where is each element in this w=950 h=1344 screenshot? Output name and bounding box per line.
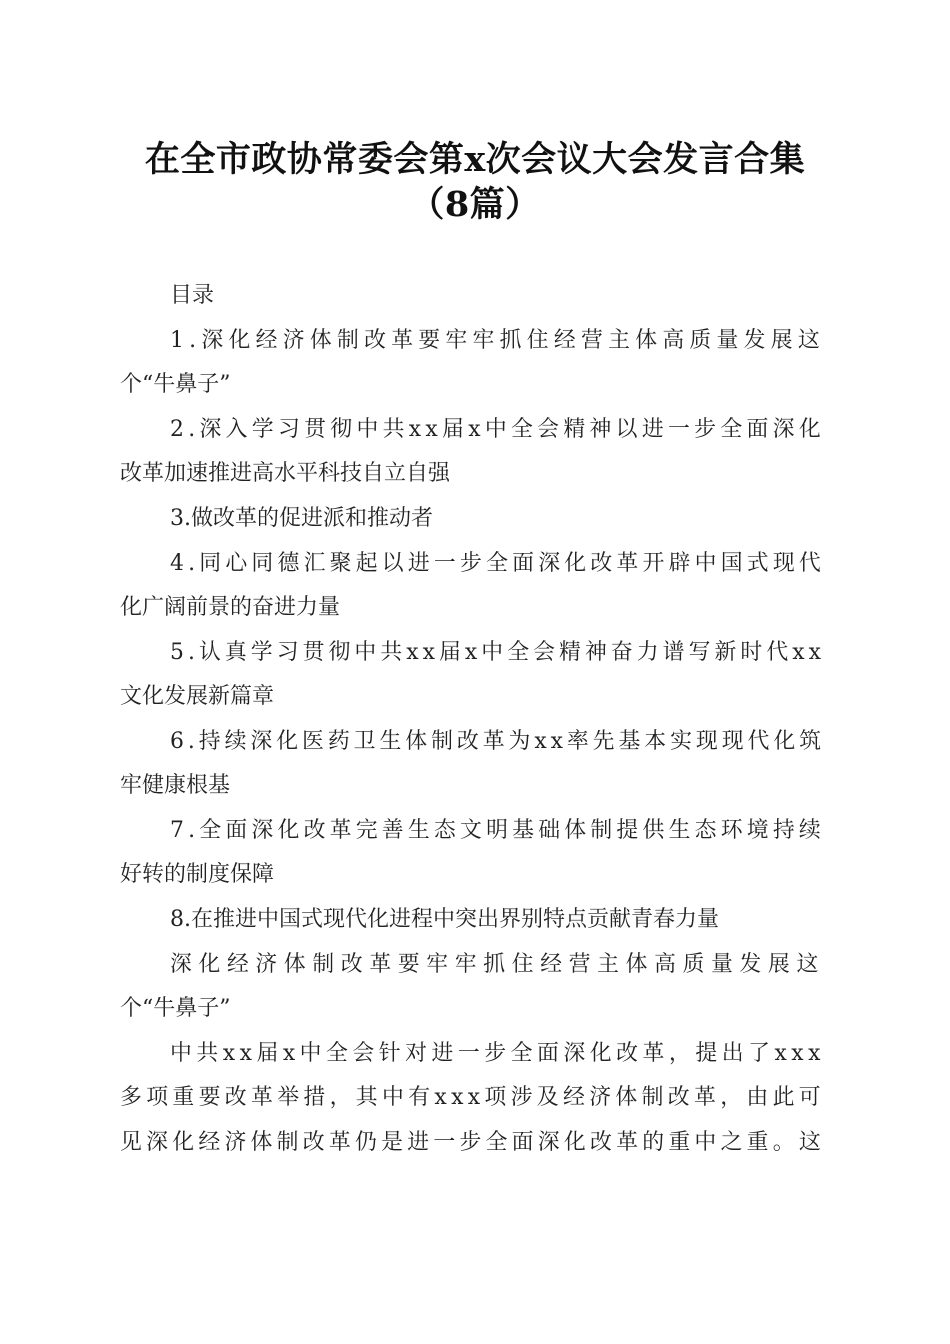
toc-item-2-line-1: 2.深入学习贯彻中共xx届x中全会精神以进一步全面深化 [170,417,825,442]
document-title-line-1 [110,138,840,182]
paragraph-line-1 [170,1032,825,1076]
toc-item-7-line-2: 好转的制度保障 [120,862,275,887]
document-body [120,274,825,1174]
paragraph-line-3 [120,1121,825,1165]
toc-item-7-line-1: 7.全面深化改革完善生态文明基础体制提供生态环境持续 [170,818,825,843]
document-title-line-2 [110,183,840,227]
toc-item-1-line-2: 个“牛鼻子” [120,372,231,397]
toc-item-4-line-1: 4.同心同德汇聚起以进一步全面深化改革开辟中国式现代 [170,551,825,576]
toc-item-6 [170,720,825,764]
toc-item-6-line-1: 6.持续深化医药卫生体制改革为xx率先基本实现现代化筑 [170,729,825,754]
toc-heading: 目录 [170,283,215,308]
section-heading [170,943,825,987]
paragraph-line-1-text: 中共xx届x中全会针对进一步全面深化改革，提出了xxx [170,1041,825,1066]
document-title-line-1-text: 在全市政协常委会第x次会议大会发言合集 [144,139,806,180]
section-heading-line-2: 个“牛鼻子” [120,996,231,1021]
toc-item-2-line-2: 改革加速推进高水平科技自立自强 [120,461,451,486]
document-title-line-2-text: （8篇） [409,184,541,225]
toc-item-4 [170,542,825,586]
toc-item-7 [170,809,825,853]
toc-item-6-line-2: 牢健康根基 [120,773,231,798]
toc-item-5-line-2: 文化发展新篇章 [120,684,275,709]
toc-item-5 [170,631,825,675]
paragraph-line-3-text: 见深化经济体制改革仍是进一步全面深化改革的重中之重。这 [120,1130,825,1155]
toc-item-3: 3.做改革的促进派和推动者 [170,506,433,531]
toc-item-1 [170,319,825,363]
section-heading-line-1: 深化经济体制改革要牢牢抓住经营主体高质量发展这 [170,952,825,977]
toc-item-4-line-2: 化广阔前景的奋进力量 [120,595,341,620]
paragraph-line-2-text: 多项重要改革举措，其中有xxx项涉及经济体制改革，由此可 [120,1085,825,1110]
toc-item-8: 8.在推进中国式现代化进程中突出界别特点贡献青春力量 [170,907,719,932]
paragraph-line-2 [120,1076,825,1120]
toc-item-5-line-1: 5.认真学习贯彻中共xx届x中全会精神奋力谱写新时代xx [170,640,825,665]
toc-item-2 [170,408,825,452]
toc-item-1-line-1: 1.深化经济体制改革要牢牢抓住经营主体高质量发展这 [170,328,825,353]
